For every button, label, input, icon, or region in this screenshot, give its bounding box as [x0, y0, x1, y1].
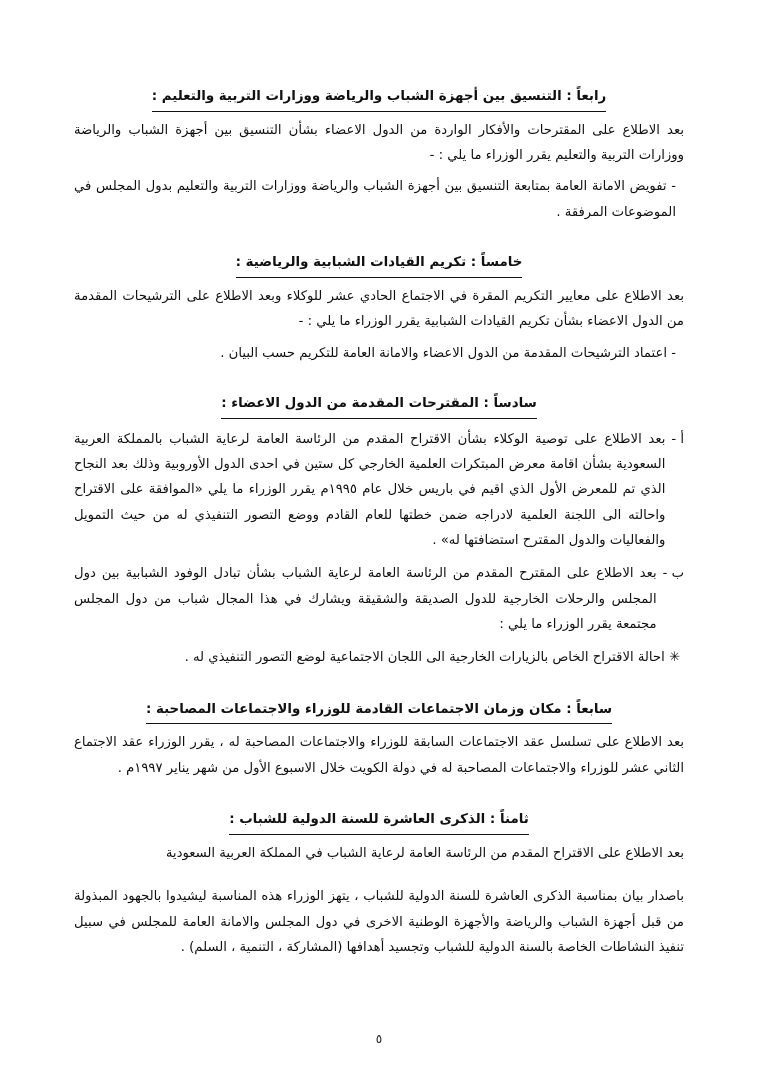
section-sixth-item-b: [74, 561, 684, 637]
item-text-a: بعد الاطلاع على توصية الوكلاء بشأن الاقتراح المقدم من الرئاسة العامة لرعاية الشباب بالمملكة العربية السعودية بشأن اقامة معرض المبتكرات العلمية الخارجي كل ستين في احدى الدول الأوروبية وذلك بعد النجاح الذي تم للمعرض الأول الذي اقيم في باريس خلال عام ١٩٩٥م يقرر الوزراء ما يلي «الموافقة على الاقتراح واحالته الى اللجنة العلمية لادراجه ضمن خطتها للعام القادم ووضع التصور التنفيذي له من حيث التمويل والفعاليات والدول المقترح استضافتها له» .: [74, 431, 666, 548]
section-fifth-item: - اعتماد الترشيحات المقدمة من الدول الاعضاء والامانة العامة للتكريم حسب البيان .: [220, 345, 676, 361]
section-fourth-paragraph: بعد الاطلاع على المقترحات والأفكار الواردة من الدول الاعضاء بشأن التنسيق بين أجهزة الشباب والرياضة ووزارات التربية والتعليم يقرر الوزراء ما يلي : -: [74, 122, 684, 164]
section-sixth-item-a: [74, 427, 684, 554]
section-eighth-paragraph-2: باصدار بيان بمناسبة الذكرى العاشرة للسنة الدولية للشباب ، يتهز الوزراء هذه المناسبة ليشيدوا بالجهود المبذولة من قبل أجهزة الشباب والرياضة والأجهزة الوطنية الاخرى في دول المجلس والامانة العامة للمجلس في سبيل تنفيذ النشاطات الخاصة بالسنة الدولية للشباب وتجسيد أهدافها (المشاركة ، التنمية ، السلم) .: [74, 889, 684, 955]
item-marker-a: أ -: [671, 431, 684, 447]
section-eighth-paragraph-1: بعد الاطلاع على الاقتراح المقدم من الرئاسة العامة لرعاية الشباب في المملكة العربية السعودية: [165, 845, 684, 861]
section-seventh-paragraph: بعد الاطلاع على تسلسل عقد الاجتماعات السابقة للوزراء والاجتماعات المصاحبة له ، يقرر الوزراء عقد الاجتماع الثاني عشر للوزراء والاجتماعات المصاحبة له في دولة الكويت خلال الاسبوع الأول من شهر يناير ١٩٩٧م .: [74, 735, 684, 776]
section-heading-fifth: خامساً : تكريم القيادات الشبابية والرياضية :: [74, 250, 684, 278]
section-heading-seventh: سابعاً : مكان وزمان الاجتماعات القادمة للوزراء والاجتماعات المصاحبة :: [74, 697, 684, 725]
section-fifth-paragraph: بعد الاطلاع على معايير التكريم المقرة في الاجتماع الحادي عشر للوكلاء وبعد الاطلاع على الترشيحات المقدمة من الدول الاعضاء بشأن تكريم القيادات الشبابية يقرر الوزراء ما يلي : -: [74, 288, 684, 330]
section-fourth-item: - تفويض الامانة العامة بمتابعة التنسيق بين أجهزة الشباب والرياضة ووزارات التربية والتعليم بدول المجلس في الموضوعات المرفقة .: [74, 179, 676, 220]
section-heading-fourth: رابعاً : التنسيق بين أجهزة الشباب والرياضة ووزارات التربية والتعليم :: [74, 84, 684, 112]
item-marker-b: ب -: [662, 566, 684, 582]
document-body: [74, 84, 684, 960]
section-heading-eighth: ثامناً : الذكرى العاشرة للسنة الدولية للشباب :: [74, 807, 684, 835]
page-number: ٥: [375, 1032, 383, 1046]
item-text-b: بعد الاطلاع على المقترح المقدم من الرئاسة العامة لرعاية الشباب بشأن تبادل الوفود الشبابية بين دول المجلس والرحلات الخارجية للدول الصديقة والشقيقة ويشارك في هذا المجال شباب من دول المجلس مجتمعة يقرر الوزراء ما يلي :: [74, 566, 657, 633]
section-sixth-star-item: ✳ احالة الاقتراح الخاص بالزيارات الخارجية الى اللجان الاجتماعية لوضع التصور التنفيذي له .: [184, 650, 680, 666]
star-bullet-icon: ✳: [664, 650, 680, 666]
section-heading-sixth: سادساً : المقترحات المقدمة من الدول الاعضاء :: [74, 391, 684, 419]
